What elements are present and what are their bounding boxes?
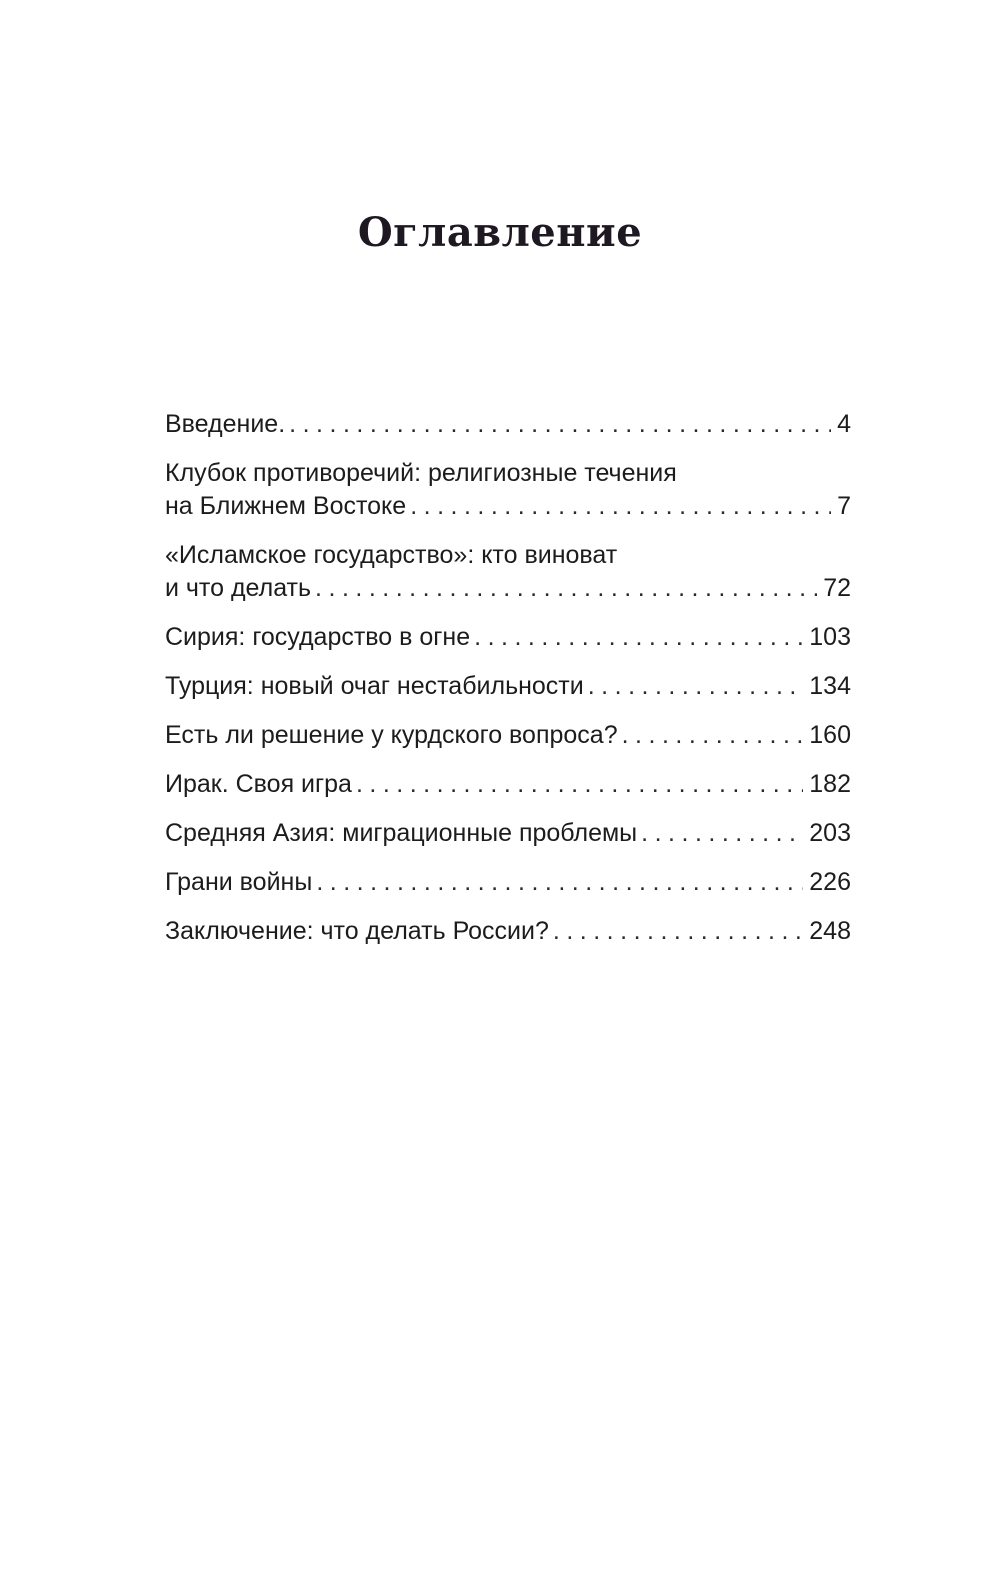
toc-line — [165, 408, 851, 441]
toc-line — [165, 457, 851, 490]
toc-page-number: 103 — [809, 623, 851, 651]
toc-entry-conclusion[interactable] — [165, 915, 851, 948]
toc-entry-central-asia[interactable] — [165, 817, 851, 850]
toc-entry-title: Введение. — [165, 410, 286, 438]
toc-page-number: 248 — [809, 917, 851, 945]
toc-entry-facets-of-war[interactable] — [165, 866, 851, 899]
toc-entry-title-continuation: и что делать — [165, 574, 312, 602]
toc-page-number: 134 — [809, 672, 851, 700]
toc-page-number: 226 — [809, 868, 851, 896]
toc-line — [165, 539, 851, 572]
toc-page-number: 4 — [837, 410, 851, 438]
dot-leader — [316, 866, 803, 899]
toc-page-number: 72 — [823, 574, 851, 602]
toc-page-number: 7 — [837, 492, 851, 520]
toc-entry-introduction[interactable] — [165, 408, 851, 441]
toc-entry-title: Турция: новый очаг нестабильности — [165, 672, 584, 700]
dot-leader — [289, 408, 831, 441]
dot-leader — [356, 768, 803, 801]
toc-entry-kurdish-question[interactable] — [165, 719, 851, 752]
page-title: Оглавление — [357, 209, 643, 256]
table-of-contents — [165, 408, 851, 964]
dot-leader — [641, 817, 803, 850]
toc-entry-religious-currents[interactable] — [165, 457, 851, 523]
toc-line — [165, 621, 851, 654]
toc-line — [165, 719, 851, 752]
toc-entry-title-continuation: на Ближнем Востоке — [165, 492, 407, 520]
dot-leader — [315, 572, 817, 605]
toc-line — [165, 768, 851, 801]
toc-line — [165, 670, 851, 703]
toc-entry-title: «Исламское государство»: кто виноват — [165, 541, 618, 569]
toc-entry-title: Средняя Азия: миграционные проблемы — [165, 819, 638, 847]
toc-entry-title: Сирия: государство в огне — [165, 623, 471, 651]
toc-line — [165, 866, 851, 899]
toc-entry-turkey[interactable] — [165, 670, 851, 703]
toc-entry-title: Есть ли решение у курдского вопроса? — [165, 721, 618, 749]
toc-entry-title: Ирак. Своя игра — [165, 770, 352, 798]
toc-page-number: 203 — [809, 819, 851, 847]
toc-page-number: 160 — [809, 721, 851, 749]
toc-entry-iraq[interactable] — [165, 768, 851, 801]
toc-line — [165, 817, 851, 850]
dot-leader — [588, 670, 804, 703]
dot-leader — [410, 490, 831, 523]
dot-leader — [553, 915, 803, 948]
toc-entry-syria[interactable] — [165, 621, 851, 654]
toc-entry-title: Заключение: что делать России? — [165, 917, 549, 945]
toc-entry-title: Грани войны — [165, 868, 313, 896]
toc-page-number: 182 — [809, 770, 851, 798]
toc-line — [165, 490, 851, 523]
toc-entry-title: Клубок противоречий: религиозные течения — [165, 459, 677, 487]
toc-entry-islamic-state[interactable] — [165, 539, 851, 605]
toc-line — [165, 915, 851, 948]
dot-leader — [622, 719, 804, 752]
toc-line — [165, 572, 851, 605]
dot-leader — [474, 621, 803, 654]
